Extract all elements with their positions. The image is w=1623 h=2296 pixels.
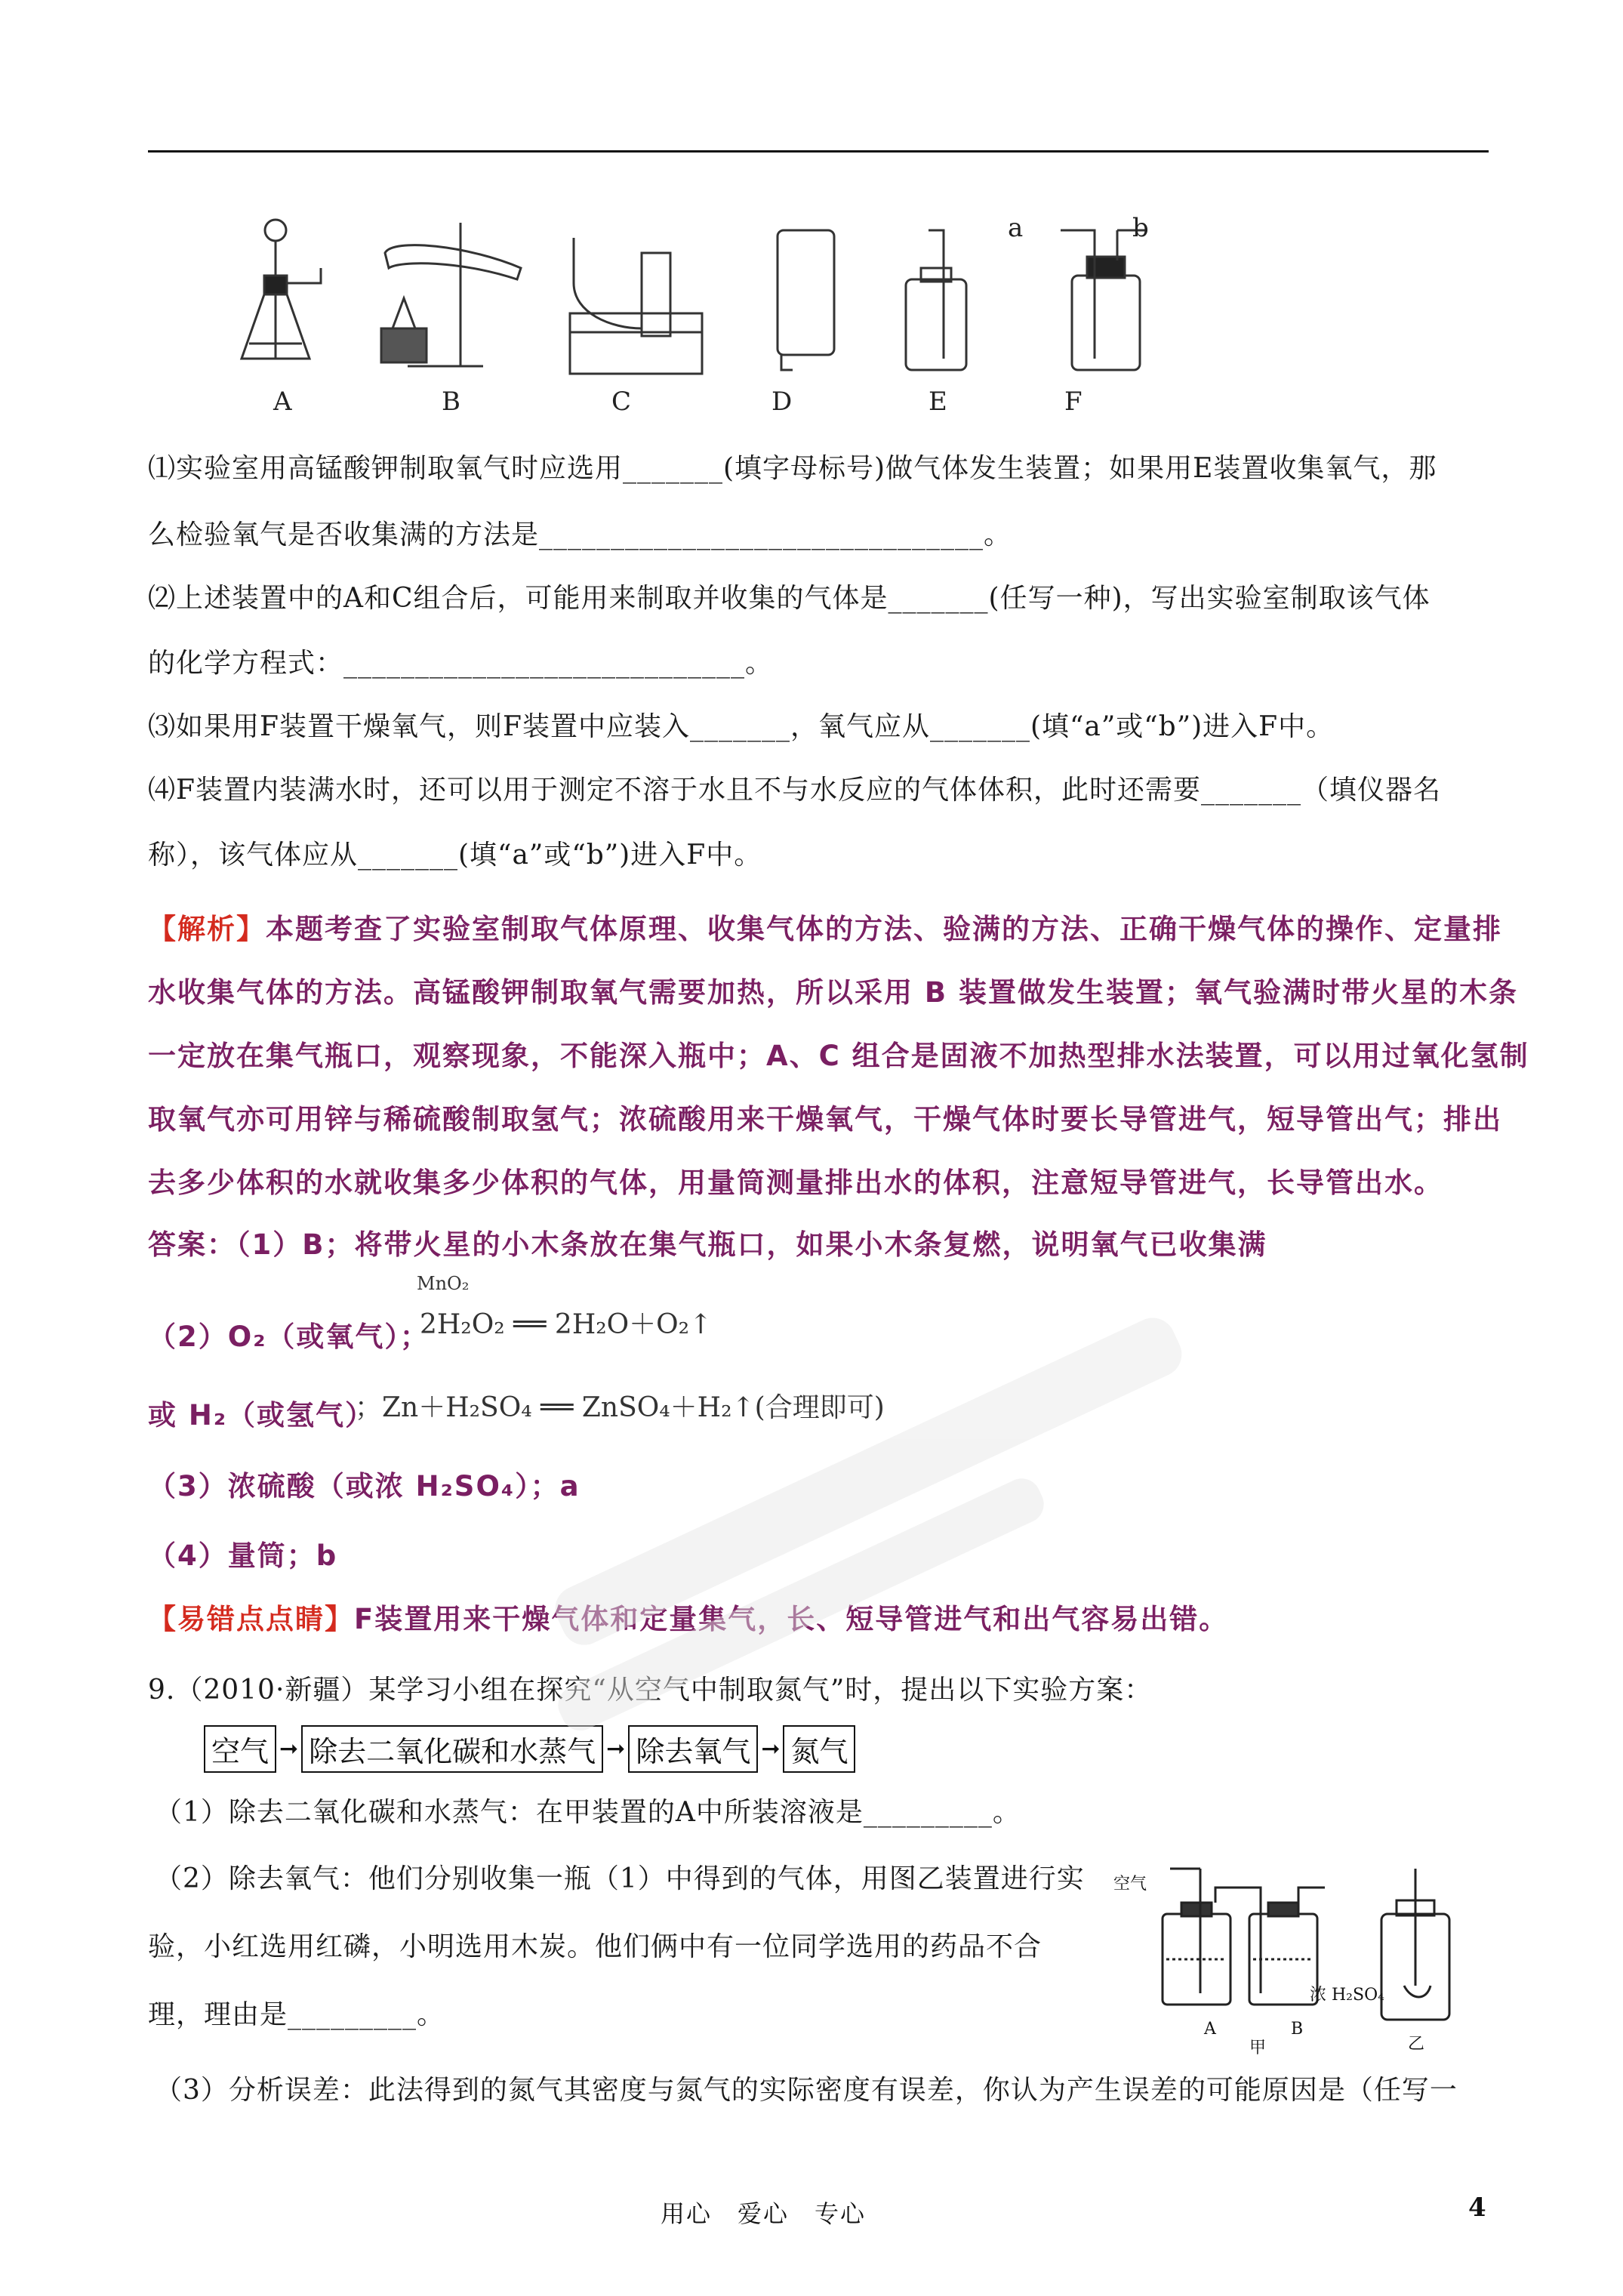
q9-part-2a: （2）除去氧气：他们分别收集一瓶（1）中得到的气体，用图乙装置进行实 (155, 1863, 1085, 1894)
answer-line-1: 答案：（1）B；将带火星的小木条放在集气瓶口，如果小木条复燃，说明氧气已收集满 (148, 1228, 1267, 1261)
equation-1-catalyst: MnO₂ (417, 1273, 470, 1294)
answer-line-2b: 或 H₂（或氢气） (148, 1399, 375, 1432)
flow-step-air: 空气 (204, 1725, 276, 1773)
q9-fig-label-b: B (1291, 2020, 1304, 2039)
equation-1: 2H₂O₂ ══ 2H₂O＋O₂↑ (420, 1309, 713, 1340)
flow-step-remove-o2: 除去氧气 (628, 1725, 758, 1773)
analysis-tag: 【解析】 (148, 913, 266, 945)
tip-line (148, 1596, 1228, 1637)
q9-part-2c: 理，理由是_________。 (148, 1999, 445, 2030)
q9-intro: 9.（2010·新疆）某学习小组在探究“从空气中制取氮气”时，提出以下实验方案： (148, 1675, 1153, 1706)
apparatus-figure (219, 208, 1200, 427)
figure-label-e: E (929, 387, 947, 417)
question-line-6: ⑷F装置内装满水时，还可以用于测定不溶于水且不与水反应的气体体积，此时还需要_______（填仪器名 (148, 775, 1441, 806)
flow-arrow-icon: ➞ (606, 1735, 626, 1762)
flow-arrow-icon: ➞ (761, 1735, 781, 1762)
analysis-line-4: 取氧气亦可用锌与稀硫酸制取氢气；浓硫酸用来干燥氧气，干燥气体时要长导管进气，短导管出气；排出 (148, 1103, 1502, 1136)
tip-text: F装置用来干燥气体和定量集气，长、短导管进气和出气容易出错。 (354, 1603, 1229, 1635)
q9-fig-label-acid: 浓 H₂SO₄ (1310, 1986, 1384, 2005)
q9-part-1: （1）除去二氧化碳和水蒸气：在甲装置的A中所装溶液是_________。 (155, 1797, 1021, 1828)
figure-label-a: A (273, 387, 292, 417)
answer-line-2: （2）O₂（或氧气）； (148, 1321, 430, 1353)
answer-line-3: （3）浓硫酸（或浓 H₂SO₄）；a (148, 1470, 581, 1502)
question-line-1: ⑴实验室用高锰酸钾制取氧气时应选用_______(填字母标号)做气体发生装置；如果用E装置收集氧气，那 (148, 453, 1437, 484)
figure-label-f: F (1064, 387, 1083, 417)
page-number: 4 (1468, 2193, 1486, 2223)
q9-apparatus-figure (1140, 1854, 1517, 2050)
tip-tag: 【易错点点睛】 (148, 1603, 354, 1635)
question-line-4: 的化学方程式：____________________________。 (148, 648, 774, 679)
flow-arrow-icon: ➞ (279, 1735, 299, 1762)
flow-step-nitrogen: 氮气 (783, 1725, 855, 1773)
equation-2: ；Zn＋H₂SO₄ ══ ZnSO₄＋H₂↑(合理即可) (355, 1392, 885, 1423)
q9-fig-label-jia: 甲 (1249, 2039, 1267, 2057)
q9-fig-label-air: 空气 (1113, 1875, 1147, 1894)
analysis-line-2: 水收集气体的方法。高锰酸钾制取氧气需要加热，所以采用 B 装置做发生装置；氧气验满时带火星的木条 (148, 976, 1518, 1009)
analysis-line-1 (148, 906, 1502, 947)
q9-flow (204, 1727, 855, 1770)
question-line-2: 么检验氧气是否收集满的方法是_______________________________。 (148, 519, 1012, 550)
figure-label-port-a: a (1008, 213, 1024, 243)
figure-label-port-b: b (1132, 213, 1149, 243)
figure-label-b: B (442, 387, 460, 417)
page-footer: 用心 爱心 专心 (661, 2199, 867, 2228)
q9-fig-label-yi: 乙 (1408, 2035, 1425, 2054)
analysis-line-5: 去多少体积的水就收集多少体积的气体，用量筒测量排出水的体积，注意短导管进气，长导管出水。 (148, 1166, 1443, 1199)
question-line-7: 称），该气体应从_______(填“a”或“b”)进入F中。 (148, 840, 762, 871)
question-line-5: ⑶如果用F装置干燥氧气，则F装置中应装入_______，氧气应从_______(填“a”或“b”)进入F中。 (148, 711, 1335, 742)
q9-fig-label-a: A (1204, 2020, 1216, 2039)
figure-label-c: C (611, 387, 632, 417)
figure-label-d: D (771, 387, 793, 417)
q9-part-2b: 验，小红选用红磷，小明选用木炭。他们俩中有一位同学选用的药品不合 (148, 1931, 1042, 1962)
flow-step-remove-co2: 除去二氧化碳和水蒸气 (301, 1725, 603, 1773)
q9-part-3: （3）分析误差：此法得到的氮气其密度与氮气的实际密度有误差，你认为产生误差的可能原因是（任写一 (155, 2075, 1458, 2106)
analysis-line-3: 一定放在集气瓶口，观察现象，不能深入瓶中；A、C 组合是固液不加热型排水法装置，可以用过氧化氢制 (148, 1040, 1529, 1072)
question-line-3: ⑵上述装置中的A和C组合后，可能用来制取并收集的气体是_______(任写一种)，写出实验室制取该气体 (148, 583, 1431, 614)
answer-line-4: （4）量筒；b (148, 1539, 338, 1572)
header-rule (148, 150, 1489, 153)
analysis-text-1: 本题考查了实验室制取气体原理、收集气体的方法、验满的方法、正确干燥气体的操作、定量排 (266, 913, 1502, 945)
